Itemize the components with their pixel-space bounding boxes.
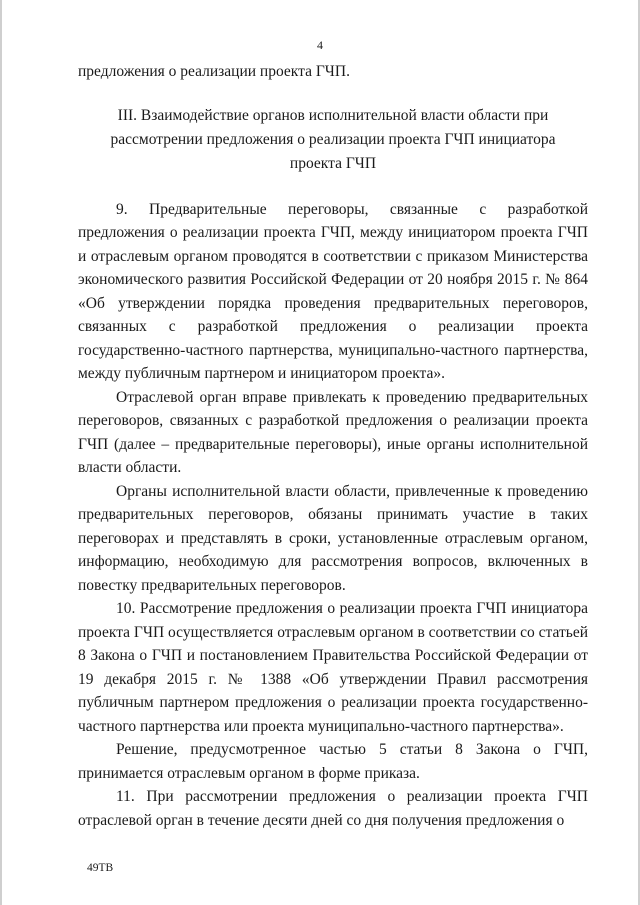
page-number: 4 xyxy=(317,38,323,52)
continuation-line: предложения о реализации проекта ГЧП. xyxy=(78,63,350,80)
paragraph-9-obligations: Органы исполнительной власти области, привлеченные к проведению предварительных переговоров, обязаны принимать участие в таких переговорах и представлять в сроки, установленные отраслевым органом, информацию, необходимую для рассмотрения вопросов, включенных в повестку предварительных переговоров. xyxy=(78,482,588,594)
scan-edge-left xyxy=(0,0,2,905)
paragraph-11: 11. При рассмотрении предложения о реализации проекта ГЧП отраслевой орган в течение десяти дней со дня получения предложения о xyxy=(78,788,588,829)
section-heading-line-1: III. Взаимодействие органов исполнительной власти области при xyxy=(117,106,549,124)
section-heading xyxy=(78,104,588,176)
document-body xyxy=(78,60,588,832)
footer-code: 49ТВ xyxy=(87,862,114,874)
paragraph-10-decision: Решение, предусмотренное частью 5 статьи 8 Закона о ГЧП, принимается отраслевым органом в форме приказа. xyxy=(78,741,588,782)
paragraph-9-attract: Отраслевой орган вправе привлекать к проведению предварительных переговоров, связанных с разработкой предложения о реализации проекта ГЧП (далее – предварительные переговоры), иные органы исполнительной власти области. xyxy=(78,388,588,476)
paragraph-9: 9. Предварительные переговоры, связанные с разработкой предложения о реализации проекта ГЧП, между инициатором проекта ГЧП и отраслевым органом проводятся в соответствии с приказом Министерства экономического развития Российской Федерации от 20 ноября 2015 г. № 864 «Об утверждении порядка проведения предварительных переговоров, связанных с разработкой предложения о реализации проекта государственно-частного партнерства, муниципально-частного партнерства, между публичным партнером и инициатором проекта». xyxy=(78,200,588,382)
section-heading-line-2: рассмотрении предложения о реализации проекта ГЧП инициатора xyxy=(110,130,556,148)
paragraph-10: 10. Рассмотрение предложения о реализации проекта ГЧП инициатора проекта ГЧП осуществляется отраслевым органом в соответствии со статьей 8 Закона о ГЧП и постановлением Правительства Российской Федерации от 19 декабря 2015 г. № 1388 «Об утверждении Правил рассмотрения публичным партнером предложения о реализации проекта государственно-частного партнерства или проекта муниципально-частного партнерства». xyxy=(78,600,588,735)
section-heading-line-3: проекта ГЧП xyxy=(289,154,377,172)
